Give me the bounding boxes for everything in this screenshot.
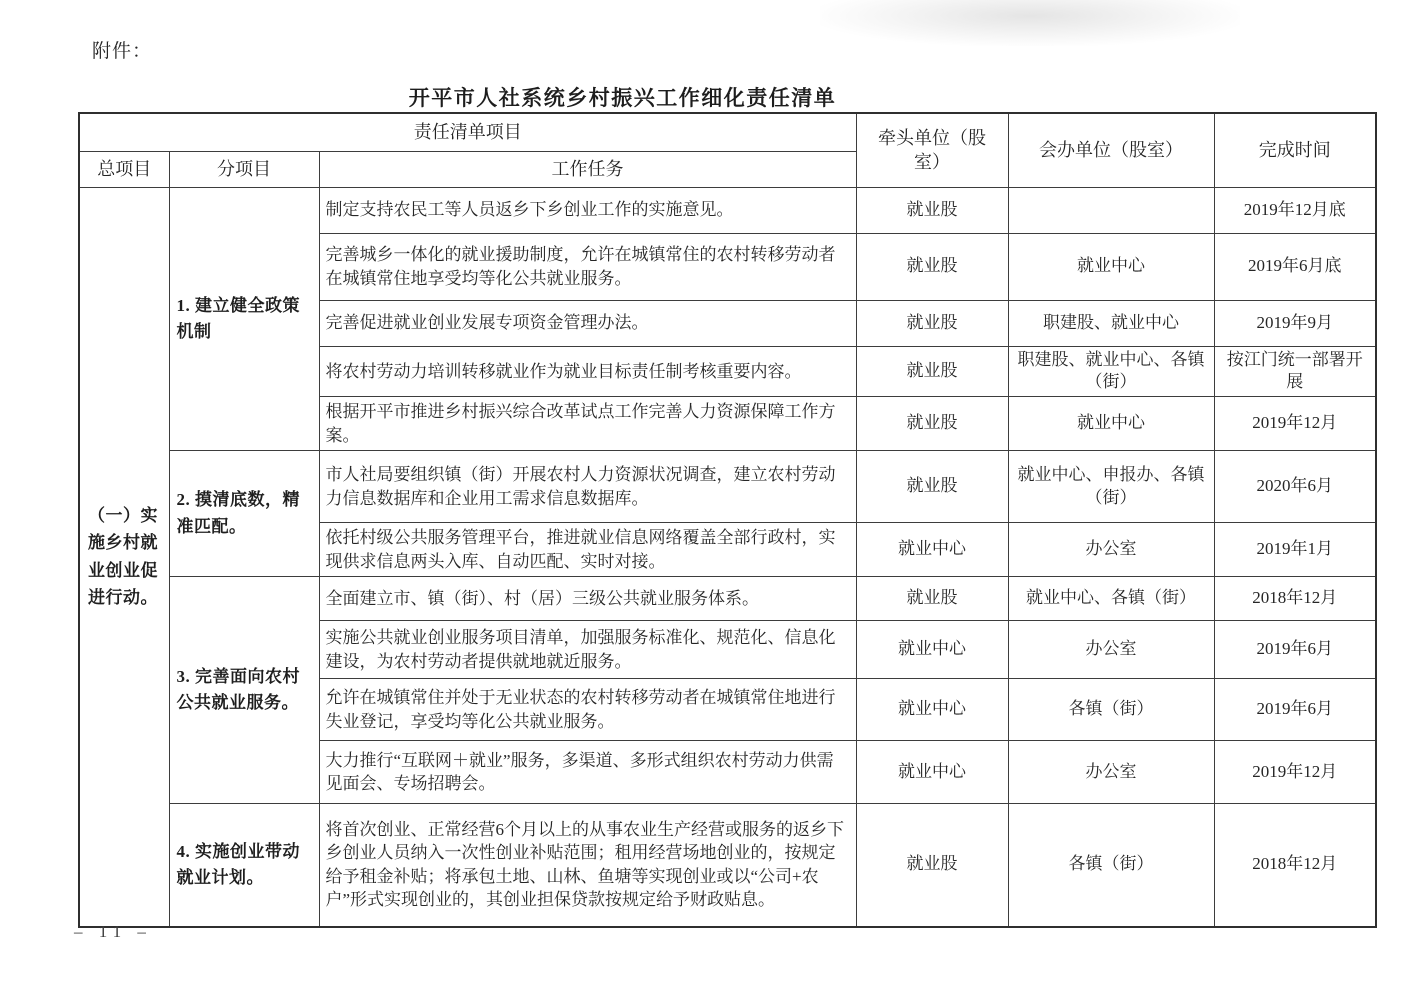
lead-unit-cell: 就业中心 [856, 621, 1008, 679]
table-row [79, 451, 1376, 523]
lead-unit-cell: 就业股 [856, 346, 1008, 397]
header-lead-unit: 牵头单位（股室） [856, 113, 1008, 187]
responsibility-table [78, 112, 1377, 928]
co-unit-cell: 办公室 [1008, 621, 1214, 679]
lead-unit-cell: 就业股 [856, 804, 1008, 927]
sub-project-cell: 1. 建立健全政策机制 [169, 187, 319, 451]
header-deadline: 完成时间 [1214, 113, 1376, 187]
task-cell: 市人社局要组织镇（街）开展农村人力资源状况调查，建立农村劳动力信息数据库和企业用工需求信息数据库。 [319, 451, 856, 523]
lead-unit-cell: 就业股 [856, 397, 1008, 451]
sub-project-cell: 4. 实施创业带动就业计划。 [169, 804, 319, 927]
co-unit-cell: 各镇（街） [1008, 679, 1214, 741]
co-unit-cell: 办公室 [1008, 523, 1214, 577]
deadline-cell: 2019年9月 [1214, 300, 1376, 346]
co-unit-cell: 就业中心、申报办、各镇（街） [1008, 451, 1214, 523]
task-cell: 将首次创业、正常经营6个月以上的从事农业生产经营或服务的返乡下乡创业人员纳入一次性创业补贴范围；租用经营场地创业的，按规定给予租金补贴；将承包土地、山林、鱼塘等实现创业或以“公司+农户”形式实现创业的，其创业担保贷款按规定给予财政贴息。 [319, 804, 856, 927]
co-unit-cell: 各镇（街） [1008, 804, 1214, 927]
co-unit-cell: 就业中心 [1008, 233, 1214, 300]
lead-unit-cell: 就业中心 [856, 523, 1008, 577]
sub-project-cell: 3. 完善面向农村公共就业服务。 [169, 577, 319, 804]
co-unit-cell: 就业中心、各镇（街） [1008, 577, 1214, 621]
lead-unit-cell: 就业股 [856, 300, 1008, 346]
co-unit-cell: 就业中心 [1008, 397, 1214, 451]
header-task: 工作任务 [319, 151, 856, 187]
table-row [79, 187, 1376, 233]
task-cell: 依托村级公共服务管理平台，推进就业信息网络覆盖全部行政村，实现供求信息两头入库、自动匹配、实时对接。 [319, 523, 856, 577]
table-row [79, 577, 1376, 621]
task-cell: 全面建立市、镇（街）、村（居）三级公共就业服务体系。 [319, 577, 856, 621]
scan-artifact [820, 0, 1240, 46]
header-total-project: 总项目 [79, 151, 169, 187]
sub-project-cell: 2. 摸清底数，精准匹配。 [169, 451, 319, 577]
co-unit-cell: 办公室 [1008, 741, 1214, 804]
lead-unit-cell: 就业股 [856, 451, 1008, 523]
page-number: – 11 – [74, 922, 152, 941]
task-cell: 大力推行“互联网＋就业”服务，多渠道、多形式组织农村劳动力供需见面会、专场招聘会。 [319, 741, 856, 804]
deadline-cell: 2020年6月 [1214, 451, 1376, 523]
co-unit-cell: 职建股、就业中心、各镇（街） [1008, 346, 1214, 397]
total-project-cell: （一）实施乡村就业创业促进行动。 [79, 187, 169, 927]
task-cell: 将农村劳动力培训转移就业作为就业目标责任制考核重要内容。 [319, 346, 856, 397]
header-row-group [79, 113, 1376, 151]
task-cell: 制定支持农民工等人员返乡下乡创业工作的实施意见。 [319, 187, 856, 233]
co-unit-cell: 职建股、就业中心 [1008, 300, 1214, 346]
task-cell: 完善城乡一体化的就业援助制度，允许在城镇常住的农村转移劳动者在城镇常住地享受均等化公共就业服务。 [319, 233, 856, 300]
co-unit-cell [1008, 187, 1214, 233]
deadline-cell: 2019年6月底 [1214, 233, 1376, 300]
deadline-cell: 2018年12月 [1214, 577, 1376, 621]
deadline-cell: 2019年6月 [1214, 679, 1376, 741]
lead-unit-cell: 就业股 [856, 577, 1008, 621]
lead-unit-cell: 就业股 [856, 233, 1008, 300]
task-cell: 实施公共就业创业服务项目清单，加强服务标准化、规范化、信息化建设，为农村劳动者提供就地就近服务。 [319, 621, 856, 679]
attachment-label: 附件： [92, 41, 153, 62]
task-cell: 完善促进就业创业发展专项资金管理办法。 [319, 300, 856, 346]
deadline-cell: 2019年12月 [1214, 741, 1376, 804]
deadline-cell: 2019年12月 [1214, 397, 1376, 451]
header-sub-project: 分项目 [169, 151, 319, 187]
task-cell: 根据开平市推进乡村振兴综合改革试点工作完善人力资源保障工作方案。 [319, 397, 856, 451]
deadline-cell: 2019年6月 [1214, 621, 1376, 679]
deadline-cell: 2019年12月底 [1214, 187, 1376, 233]
header-responsibility-group: 责任清单项目 [79, 113, 856, 151]
lead-unit-cell: 就业股 [856, 187, 1008, 233]
deadline-cell: 2019年1月 [1214, 523, 1376, 577]
task-cell: 允许在城镇常住并处于无业状态的农村转移劳动者在城镇常住地进行失业登记，享受均等化公共就业服务。 [319, 679, 856, 741]
page-title: 开平市人社系统乡村振兴工作细化责任清单 [408, 86, 837, 110]
header-co-unit: 会办单位（股室） [1008, 113, 1214, 187]
lead-unit-cell: 就业中心 [856, 679, 1008, 741]
lead-unit-cell: 就业中心 [856, 741, 1008, 804]
deadline-cell: 按江门统一部署开展 [1214, 346, 1376, 397]
deadline-cell: 2018年12月 [1214, 804, 1376, 927]
table-row [79, 804, 1376, 927]
